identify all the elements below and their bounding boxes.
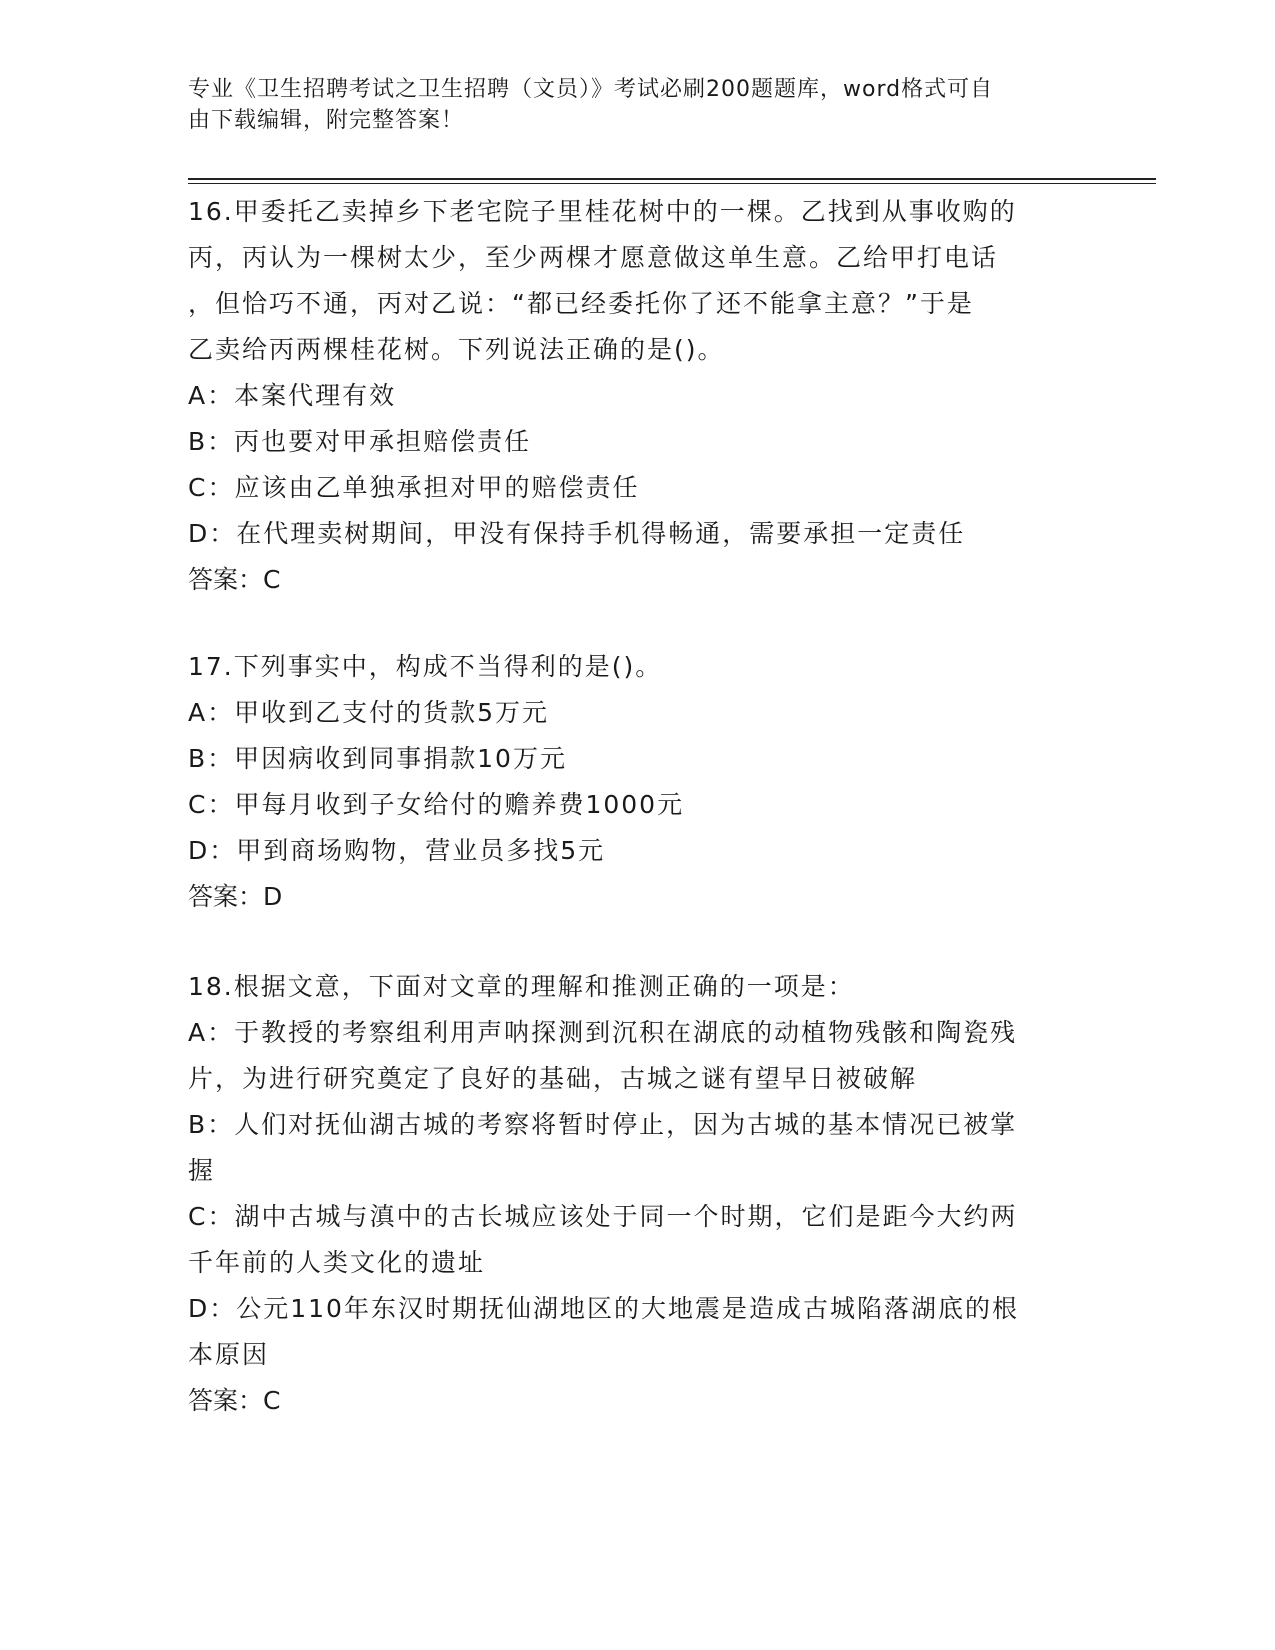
question-17 — [188, 644, 1088, 920]
option-d: D：在代理卖树期间，甲没有保持手机得畅通，需要承担一定责任 — [188, 519, 966, 548]
header-line-2: 由下载编辑，附完整答案！ — [188, 108, 465, 133]
option-d-continued: 本原因 — [188, 1340, 270, 1369]
header-divider-thick — [188, 178, 1156, 180]
question-stem-line: 丙，丙认为一棵树太少，至少两棵才愿意做这单生意。乙给甲打电话 — [188, 243, 999, 272]
option-c: C：应该由乙单独承担对甲的赔偿责任 — [188, 473, 640, 502]
option-a-continued: 片，为进行研究奠定了良好的基础，古城之谜有望早日被破解 — [188, 1064, 918, 1093]
option-b: B：人们对抚仙湖古城的考察将暂时停止，因为古城的基本情况已被掌 — [188, 1110, 1018, 1139]
question-stem-line: 乙卖给丙两棵桂花树。下列说法正确的是()。 — [188, 335, 725, 364]
header-divider-thin — [188, 183, 1156, 184]
question-18 — [188, 964, 1088, 1424]
question-stem-line: 16.甲委托乙卖掉乡下老宅院子里桂花树中的一棵。乙找到从事收购的 — [188, 197, 1017, 226]
option-d: D：甲到商场购物，营业员多找5元 — [188, 836, 606, 865]
option-b: B：甲因病收到同事捐款10万元 — [188, 744, 567, 773]
document-header — [188, 74, 1068, 136]
option-b-continued: 握 — [188, 1156, 216, 1185]
question-16 — [188, 189, 1088, 603]
option-a: A：本案代理有效 — [188, 381, 397, 410]
answer-line: 答案：C — [188, 565, 281, 594]
option-d: D：公元110年东汉时期抚仙湖地区的大地震是造成古城陷落湖底的根 — [188, 1294, 1019, 1323]
option-a: A：甲收到乙支付的货款5万元 — [188, 698, 550, 727]
option-a: A：于教授的考察组利用声呐探测到沉积在湖底的动植物残骸和陶瓷残 — [188, 1018, 1018, 1047]
option-c: C：湖中古城与滇中的古长城应该处于同一个时期，它们是距今大约两 — [188, 1202, 1018, 1231]
answer-line: 答案：C — [188, 1386, 281, 1415]
option-c: C：甲每月收到子女给付的赡养费1000元 — [188, 790, 685, 819]
answer-line: 答案：D — [188, 882, 283, 911]
option-c-continued: 千年前的人类文化的遗址 — [188, 1248, 486, 1277]
question-stem-line: 18.根据文意，下面对文章的理解和推测正确的一项是： — [188, 972, 855, 1001]
question-stem-line: ，但恰巧不通，丙对乙说：“都已经委托你了还不能拿主意？”于是 — [188, 289, 974, 318]
option-b: B：丙也要对甲承担赔偿责任 — [188, 427, 532, 456]
header-line-1: 专业《卫生招聘考试之卫生招聘（文员）》考试必刷200题题库，word格式可自 — [188, 77, 994, 102]
question-stem-line: 17.下列事实中，构成不当得利的是()。 — [188, 652, 663, 681]
